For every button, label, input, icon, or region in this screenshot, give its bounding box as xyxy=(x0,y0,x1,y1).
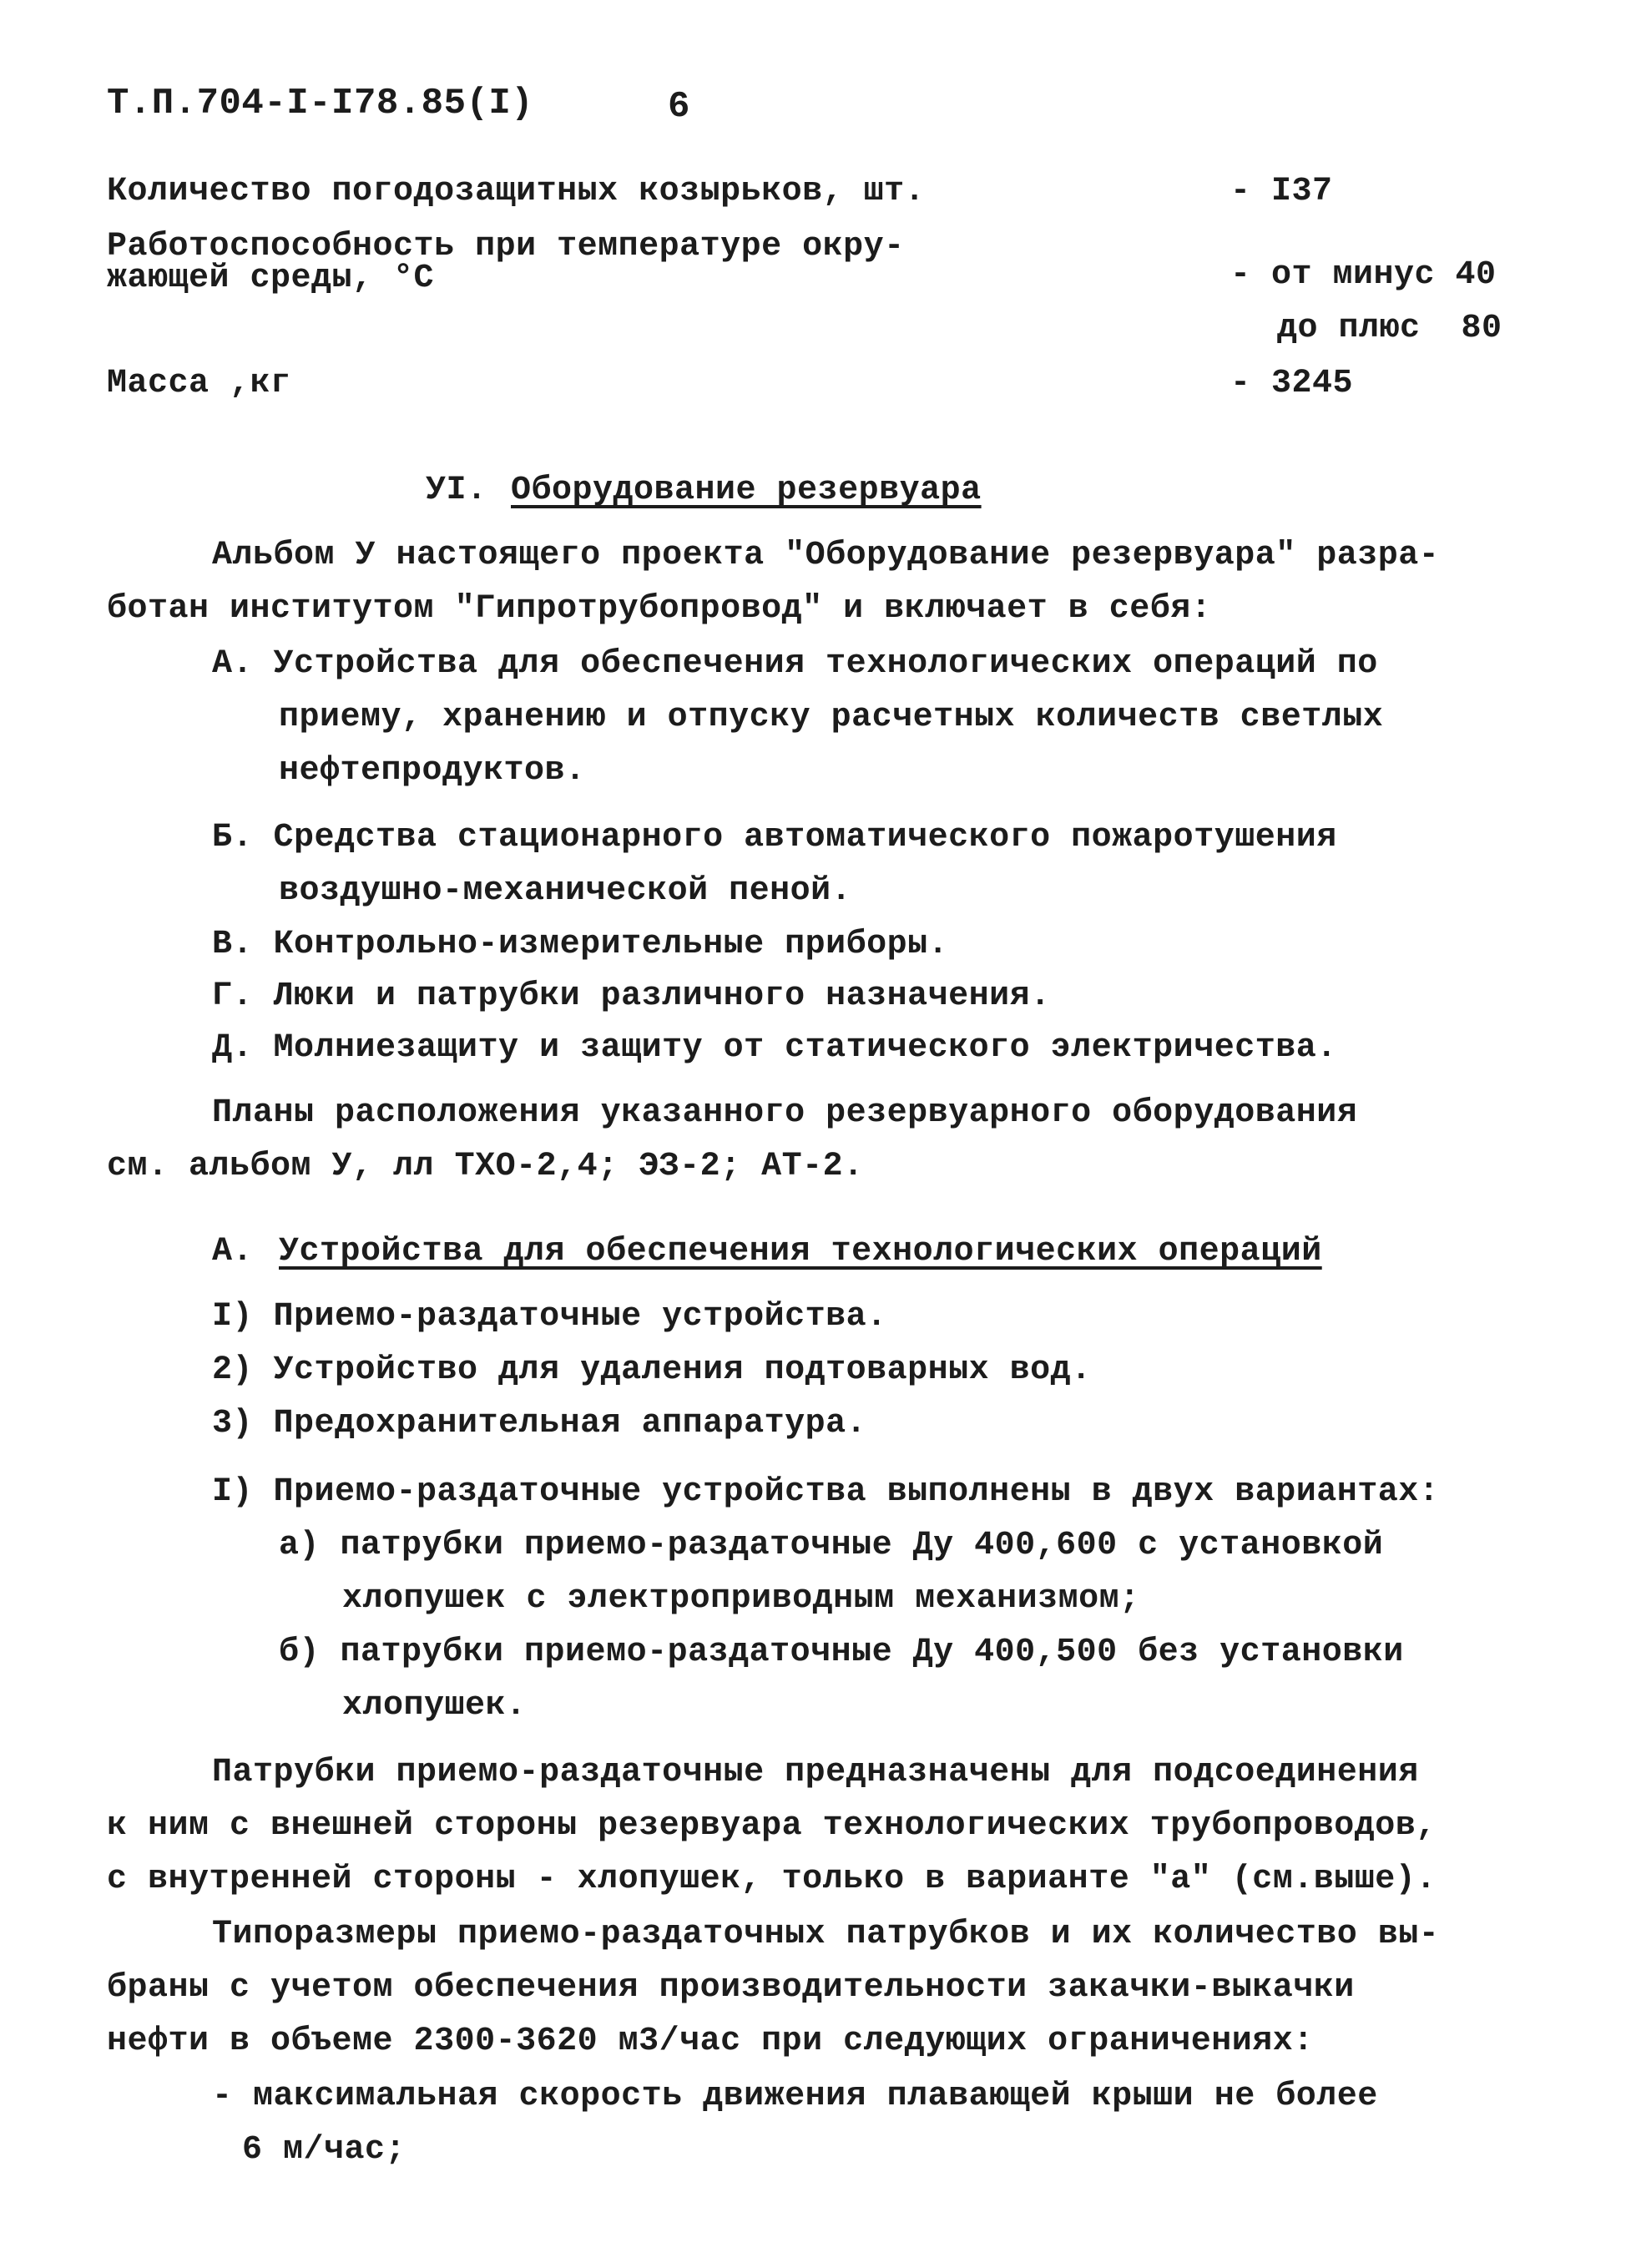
paragraph-1-line-1: Патрубки приемо-раздаточные предназначены для подсоединения xyxy=(212,1754,1419,1791)
variant-a-line-2: хлопушек с электроприводным механизмом; xyxy=(342,1580,1140,1618)
variant-b-line-1: б) патрубки приемо-раздаточные Ду 400,500 без установки xyxy=(279,1634,1404,1671)
section-6-intro-line-2: ботан институтом "Гипротрубопровод" и включает в себя: xyxy=(107,590,1212,628)
visors-label: Количество погодозащитных козырьков, шт. xyxy=(107,173,926,210)
paragraph-1-line-2: к ним с внешней стороны резервуара технологических трубопроводов, xyxy=(107,1807,1437,1845)
temperature-value-line-2: до плюс 80 xyxy=(1277,310,1502,347)
list-item-3: 3) Предохранительная аппаратура. xyxy=(212,1405,867,1442)
plans-line-2: см. альбом У, лл ТХО-2,4; ЭЗ-2; АТ-2. xyxy=(107,1148,864,1185)
item-a-line-1: А. Устройства для обеспечения технологических операций по xyxy=(212,645,1378,683)
paragraph-2-line-3: нефти в объеме 2300-3620 м3/час при следующих ограничениях: xyxy=(107,2023,1314,2060)
section-a-title: Устройства для обеспечения технологических операций xyxy=(279,1233,1322,1270)
bullet-line-1: - максимальная скорость движения плавающей крыши не более xyxy=(212,2078,1378,2115)
item-g: Г. Люки и патрубки различного назначения. xyxy=(212,977,1051,1015)
item-a-line-2: приему, хранению и отпуску расчетных количеств светлых xyxy=(279,699,1384,736)
paragraph-2-line-1: Типоразмеры приемо-раздаточных патрубков и их количество вы- xyxy=(212,1916,1440,1953)
list-item-1: I) Приемо-раздаточные устройства. xyxy=(212,1298,887,1336)
document-code: Т.П.704-I-I78.85(I) xyxy=(107,83,534,124)
temperature-label-line-1: Работоспособность при температуре окру- xyxy=(107,228,905,265)
visors-value: - I37 xyxy=(1230,173,1333,210)
item-d: Д. Молниезащиту и защиту от статического электричества. xyxy=(212,1029,1337,1067)
mass-value: - 3245 xyxy=(1230,365,1354,402)
section-a-letter: А. xyxy=(212,1233,254,1270)
variant-a-line-1: а) патрубки приемо-раздаточные Ду 400,600 с установкой xyxy=(279,1527,1384,1564)
plans-line-1: Планы расположения указанного резервуарного оборудования xyxy=(212,1094,1358,1132)
item-b-line-2: воздушно-механической пеной. xyxy=(279,872,852,910)
section-6-intro-line-1: Альбом У настоящего проекта "Оборудование резервуара" разра- xyxy=(212,537,1440,574)
paragraph-2-line-2: браны с учетом обеспечения производительности закачки-выкачки xyxy=(107,1969,1355,2007)
list-item-2: 2) Устройство для удаления подтоварных вод. xyxy=(212,1351,1092,1389)
page-number: 6 xyxy=(668,86,690,128)
item-v: В. Контрольно-измерительные приборы. xyxy=(212,926,949,963)
variant-b-line-2: хлопушек. xyxy=(342,1687,527,1725)
item-b-line-1: Б. Средства стационарного автоматического пожаротушения xyxy=(212,819,1337,856)
variants-intro: I) Приемо-раздаточные устройства выполнены в двух вариантах: xyxy=(212,1473,1440,1511)
temperature-label-line-2: жающей среды, °С xyxy=(107,260,435,297)
item-a-line-3: нефтепродуктов. xyxy=(279,752,586,790)
section-6-title: Оборудование резервуара xyxy=(511,472,982,509)
temperature-value-line-1: - от минус 40 xyxy=(1230,256,1497,294)
bullet-line-2: 6 м/час; xyxy=(242,2131,406,2169)
paragraph-1-line-3: с внутренней стороны - хлопушек, только в варианте "а" (см.выше). xyxy=(107,1861,1437,1898)
mass-label: Масса ,кг xyxy=(107,365,291,402)
section-6-number: УI. xyxy=(426,472,487,509)
